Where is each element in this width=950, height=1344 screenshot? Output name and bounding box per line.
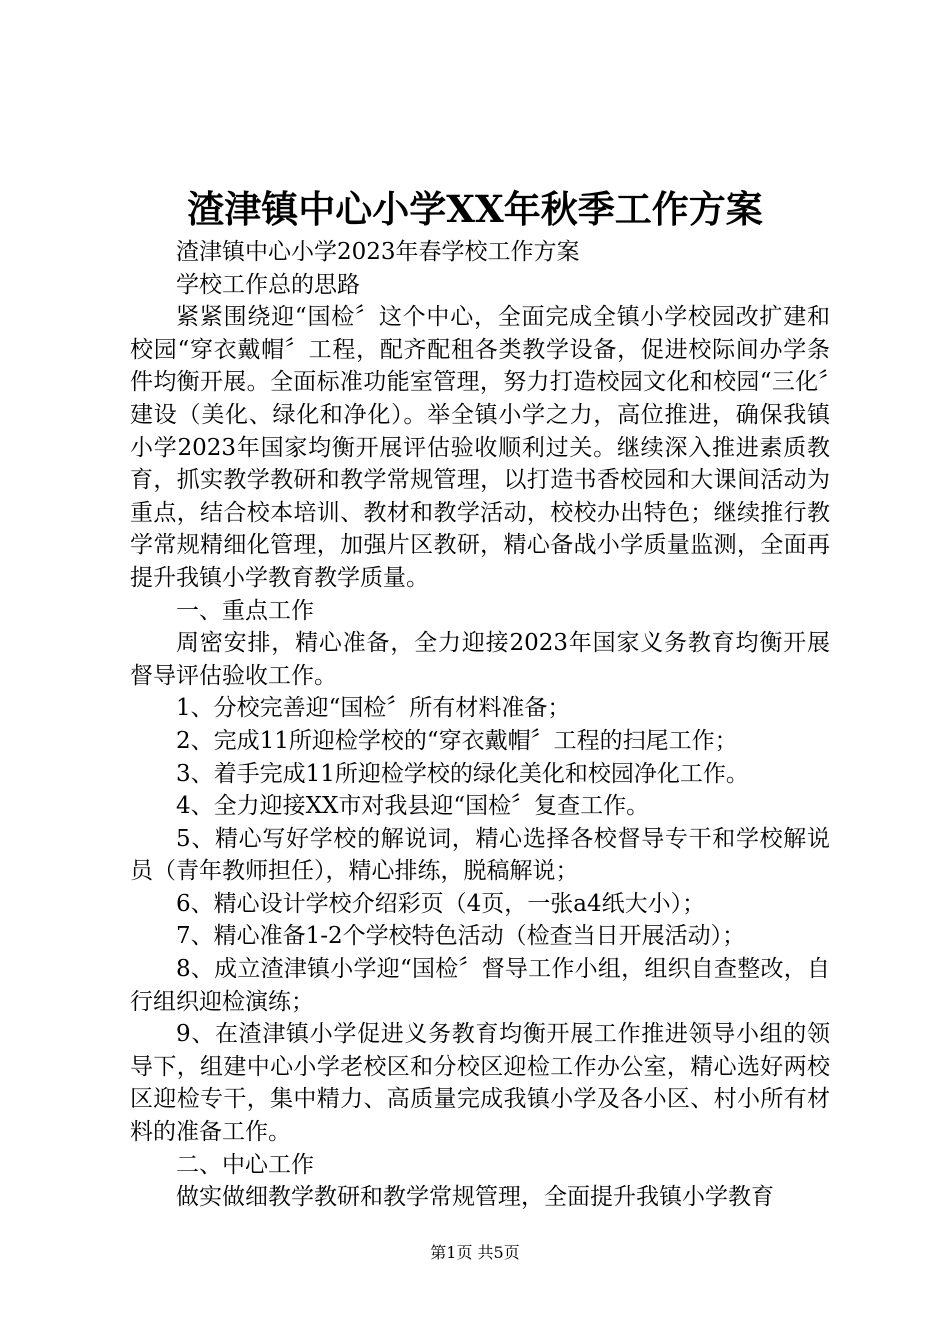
paragraph: 学校工作总的思路 [176,271,360,298]
list-item: 4、全力迎接XX市对我县迎“国检〞复查工作。 [176,793,650,820]
list-item: 3、着手完成11所迎检学校的绿化美化和校园净化工作。 [176,760,749,787]
list-item: 6、精心设计学校介绍彩页（4页，一张a4纸大小）； [176,890,706,917]
paragraph: 做实做细教学教研和教学常规管理，全面提升我镇小学教育 [176,1184,774,1211]
section-heading: 一、重点工作 [176,597,314,624]
section-heading: 二、中心工作 [176,1151,314,1178]
paragraph: 渣津镇中心小学2023年春学校工作方案 [176,239,580,265]
paragraph: 周密安排，精心准备，全力迎接2023年国家义务教育均衡开展督导评估验收工作。 [130,630,830,689]
list-item: 9、在渣津镇小学促进义务教育均衡开展工作推进领导小组的领导下，组建中心小学老校区和分校区迎检工作办公室，精心选好两校区迎检专干，集中精力、高质量完成我镇小学及各小区、村小所有材料的准备工作。 [130,1021,830,1146]
list-item: 2、完成11所迎检学校的“穿衣戴帽〞工程的扫尾工作； [176,727,738,754]
list-item: 1、分校完善迎“国检〞所有材料准备； [176,695,571,722]
page-footer: 第1页 共5页 [430,1243,520,1262]
list-item: 7、精心准备1-2个学校特色活动（检查当日开展活动）； [176,923,746,950]
document-title: 渣津镇中心小学XX年秋季工作方案 [187,187,763,231]
paragraph: 紧紧围绕迎“国检〞这个中心，全面完成全镇小学校园改扩建和校园“穿衣戴帽〞工程，配齐配租各类教学设备，促进校际间办学条件均衡开展。全面标准功能室管理，努力打造校园文化和校园“三化〞建设（美化、绿化和净化）。举全镇小学之力，高位推进，确保我镇小学2023年国家均衡开展评估验收顺利过关。继续深入推进素质教育，抓实教学教研和教学常规管理，以打造书香校园和大课间活动为重点，结合校本培训、教材和教学活动，校校办出特色；继续推行教学常规精细化管理，加强片区教研，精心备战小学质量监测，全面再提升我镇小学教育教学质量。 [130,304,830,591]
document-body [130,236,830,1214]
list-item: 5、精心写好学校的解说词，精心选择各校督导专干和学校解说员（青年教师担任），精心排练，脱稿解说； [130,825,830,885]
list-item: 8、成立渣津镇小学迎“国检〞督导工作小组，组织自查整改，自行组织迎检演练； [130,956,830,1015]
